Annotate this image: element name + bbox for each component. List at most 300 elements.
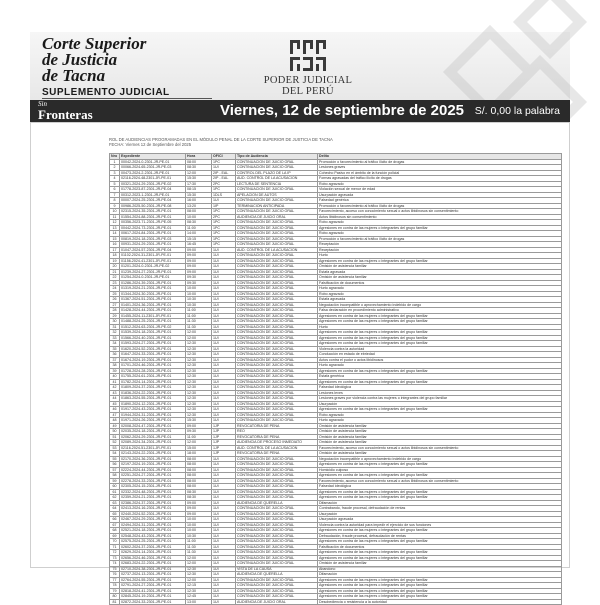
table-cell: 02521-2024-18-2301-JR-PE-01: [120, 528, 186, 534]
table-cell: 08:00: [186, 462, 212, 468]
table-cell: 02170-2024-36-2301-JR-PE-01: [120, 456, 186, 462]
table-cell: 1UI: [212, 264, 236, 270]
table-cell: 02116-2024-48-2301-JR-PE-01: [120, 176, 186, 182]
table-cell: Omisión de asistencia familiar: [318, 429, 562, 435]
table-cell: 01401-2024-36-2301-JR-PE-01: [120, 302, 186, 308]
table-cell: 41: [110, 379, 120, 385]
table-cell: 1UI: [212, 269, 236, 275]
table-cell: 11:30: [186, 550, 212, 556]
table-cell: AUDIENCIA DE QUERELLA: [236, 572, 318, 578]
table-cell: 12:30: [186, 401, 212, 407]
table-cell: CONTINUACION DE JUICIO ORAL: [236, 264, 318, 270]
table-cell: Omisión de asistencia familiar: [318, 434, 562, 440]
table-cell: 02143-2024-22-2301-JR-PE-01: [120, 451, 186, 457]
table-cell: 01971-2024-26-2301-JR-PE-01: [120, 418, 186, 424]
table-cell: 1UI: [212, 341, 236, 347]
table-cell: 1UI: [212, 247, 236, 253]
table-cell: Robo agravado: [318, 231, 562, 237]
table-cell: Agresiones en contra de las mujeres o integrantes del grupo familiar: [318, 258, 562, 264]
table-cell: 1UI: [212, 368, 236, 374]
table-cell: 02089-2024-34-2301-JR-PE-01: [120, 440, 186, 446]
table-cell: 2IP - EAL: [212, 176, 236, 182]
table-cell: 12:00: [186, 335, 212, 341]
table-cell: Receptación: [318, 242, 562, 248]
table-cell: 77: [110, 577, 120, 583]
table-cell: 39: [110, 368, 120, 374]
table-cell: 2PC: [212, 181, 236, 187]
table-cell: 18: [110, 253, 120, 259]
table-cell: CONTINUACION DE JUICIO ORAL: [236, 159, 318, 165]
table-cell: 01047-2024-57-2301-JR-PE-04: [120, 247, 186, 253]
table-cell: 1UI: [212, 478, 236, 484]
table-cell: CONTINUACION DE JUICIO ORAL: [236, 341, 318, 347]
publication-date: Viernes, 12 de septiembre de 2025: [220, 102, 465, 119]
table-cell: 1UI: [212, 583, 236, 589]
table-cell: 15:30: [186, 176, 212, 182]
date-bar: [30, 100, 570, 122]
table-cell: Agresiones en contra de las mujeres o integrantes del grupo familiar: [318, 539, 562, 545]
table-cell: 1UI: [212, 308, 236, 314]
price-label: S/. 0,00 la palabra: [474, 105, 560, 117]
table-cell: Conducción en estado de ebriedad: [318, 352, 562, 358]
table-cell: AUD. CONTROL DE LA ACUSACION: [236, 445, 318, 451]
table-cell: 00312-2023-1-2301-JR-PE-01: [120, 192, 186, 198]
table-cell: Falsificación de documentos: [318, 544, 562, 550]
table-cell: CONTINUACION DE JUICIO ORAL: [236, 561, 318, 567]
table-cell: 51: [110, 434, 120, 440]
table-cell: CONTINUACION DE JUICIO ORAL: [236, 473, 318, 479]
table-cell: 1UI: [212, 407, 236, 413]
table-cell: 35: [110, 346, 120, 352]
table-cell: 09:30: [186, 275, 212, 281]
table-cell: 71: [110, 544, 120, 550]
table-cell: 18:00: [186, 451, 212, 457]
table-cell: 11:30: [186, 544, 212, 550]
table-cell: 1UI: [212, 462, 236, 468]
table-cell: 1UI: [212, 324, 236, 330]
table-cell: 10:00: [186, 517, 212, 523]
table-cell: AUD. CONTROL DE LA ACUSACION: [236, 247, 318, 253]
table-cell: Hurto: [318, 324, 562, 330]
document-page: [30, 122, 570, 604]
table-cell: 1UI: [212, 506, 236, 512]
table-cell: 1UI: [212, 555, 236, 561]
table-cell: Omisión de asistencia familiar: [318, 440, 562, 446]
table-cell: 02764-2024-55-2301-JR-PE-01: [120, 577, 186, 583]
table-cell: 76: [110, 572, 120, 578]
col-header-expediente: Expediente: [120, 154, 186, 160]
table-cell: 08:00: [186, 478, 212, 484]
table-cell: 02413-2024-16-2301-JR-PE-01: [120, 506, 186, 512]
table-cell: CONTINUACION DE JUICIO ORAL: [236, 418, 318, 424]
table-cell: 1UI: [212, 401, 236, 407]
table-cell: 16: [110, 242, 120, 248]
table-cell: 75: [110, 566, 120, 572]
table-cell: 01367-2024-51-2301-JR-PE-01: [120, 297, 186, 303]
table-cell: 9: [110, 203, 120, 209]
table-cell: 13: [110, 225, 120, 231]
table-cell: Omisión de asistencia familiar: [318, 561, 562, 567]
table-cell: 33: [110, 335, 120, 341]
table-cell: 1PC: [212, 209, 236, 215]
table-cell: 46: [110, 407, 120, 413]
table-cell: 1PC: [212, 159, 236, 165]
table-cell: 12:00: [186, 440, 212, 446]
table-cell: 1UI: [212, 539, 236, 545]
table-cell: TERMINACION ANTICIPADA: [236, 203, 318, 209]
table-cell: 14:00: [186, 231, 212, 237]
table-cell: Lesiones leves: [318, 390, 562, 396]
table-cell: 02116-2024-51-2301-JR-PE-01: [120, 445, 186, 451]
table-cell: 01344-2024-30-2301-JR-PE-01: [120, 291, 186, 297]
table-cell: 11:00: [186, 313, 212, 319]
table-cell: 1UI: [212, 544, 236, 550]
table-cell: 02332-2024-48-2301-JR-PE-01: [120, 489, 186, 495]
table-cell: 02656-2024-46-2301-JR-PE-01: [120, 555, 186, 561]
table-cell: 2: [110, 165, 120, 171]
table-cell: Agresiones en contra de las mujeres o integrantes del grupo familiar: [318, 550, 562, 556]
table-cell: Negociación incompatible o aprovechamiento indebido de cargo: [318, 456, 562, 462]
table-cell: 1UI: [212, 280, 236, 286]
table-cell: Agresiones en contra de las mujeres o integrantes del grupo familiar: [318, 594, 562, 600]
table-cell: 1UI: [212, 489, 236, 495]
table-cell: 23: [110, 280, 120, 286]
table-cell: 1UI: [212, 418, 236, 424]
table-cell: 00473-2024-2-2301-JR-PE-01: [120, 170, 186, 176]
table-cell: 02062-2024-29-2301-JR-PE-01: [120, 434, 186, 440]
table-cell: 01701-2024-46-2301-JR-PE-01: [120, 363, 186, 369]
table-cell: Hurto agravado: [318, 363, 562, 369]
table-cell: Violencia contra la autoridad para impedir el ejercicio de sus funciones: [318, 522, 562, 528]
newspaper-header: [30, 32, 570, 100]
table-cell: 01102-2024-31-2301-JR-PE-01: [120, 253, 186, 259]
table-cell: 1UI: [212, 335, 236, 341]
table-cell: 17: [110, 247, 120, 253]
table-cell: 1UI: [212, 412, 236, 418]
table-cell: 1UI: [212, 198, 236, 204]
table-cell: CONTINUACION DE JUICIO ORAL: [236, 357, 318, 363]
table-cell: CONTINUACION DE JUICIO ORAL: [236, 346, 318, 352]
court-title-line1: Corte Superior: [42, 34, 147, 53]
table-cell: CONTINUACION DE JUICIO ORAL: [236, 363, 318, 369]
table-cell: 59: [110, 478, 120, 484]
table-cell: Negociación incompatible o aprovechamiento indebido de cargo: [318, 302, 562, 308]
table-cell: 11:00: [186, 308, 212, 314]
table-cell: CONTINUACION DE JUICIO ORAL: [236, 209, 318, 215]
col-header-tipo: Tipo de Audiencia: [236, 154, 318, 160]
table-cell: 01890-2024-12-2301-JR-PE-01: [120, 401, 186, 407]
table-cell: Promoción o favorecimiento al tráfico ilícito de drogas: [318, 236, 562, 242]
table-cell: 12:30: [186, 588, 212, 594]
table-cell: 02035-2024-18-2301-JR-PE-01: [120, 429, 186, 435]
table-cell: 1JP: [212, 440, 236, 446]
table-cell: CONTINUACION DE JUICIO ORAL: [236, 401, 318, 407]
court-title-line3: de Tacna: [42, 66, 106, 85]
table-cell: AUDIENCIA DE JUICIO ORAL: [236, 599, 318, 605]
table-cell: CONTINUACION DE JUICIO ORAL: [236, 352, 318, 358]
table-cell: CONTINUACION DE JUICIO ORAL: [236, 269, 318, 275]
table-cell: 00007-2024-25-2301-JR-PE-04: [120, 198, 186, 204]
table-cell: 00042-2024-0-2301-JR-PE-01: [120, 159, 186, 165]
table-cell: 1UI: [212, 473, 236, 479]
table-cell: 36: [110, 352, 120, 358]
table-cell: 12: [110, 220, 120, 226]
table-cell: 02315-2024-35-2301-JR-PE-01: [120, 209, 186, 215]
table-cell: CONTROL DEL PLAZO DE LA IP: [236, 170, 318, 176]
table-cell: 10:30: [186, 297, 212, 303]
table-cell: Favorecimiento, acceso con conocimiento sexual o actos libidinosos sin consentimiento: [318, 445, 562, 451]
table-cell: CONTINUACION DE JUICIO ORAL: [236, 220, 318, 226]
table-cell: 1UI: [212, 286, 236, 292]
table-cell: 12:00: [186, 330, 212, 336]
table-cell: 12:30: [186, 374, 212, 380]
table-cell: CONTINUACION DE JUICIO ORAL: [236, 368, 318, 374]
table-cell: Promoción o favorecimiento al tráfico ilícito de drogas: [318, 159, 562, 165]
brand-name: Fronteras: [38, 107, 93, 122]
table-cell: 02710-2024-38-2301-JR-PE-01: [120, 566, 186, 572]
document-heading-date: FECHA: Viernes 12 de Septiembre del 2025: [109, 142, 192, 147]
table-cell: 01512-2024-63-2301-JR-PE-02: [120, 324, 186, 330]
table-cell: 13:00: [186, 599, 212, 605]
table-cell: 1UI: [212, 533, 236, 539]
table-cell: 12:30: [186, 346, 212, 352]
table-cell: 54: [110, 451, 120, 457]
table-cell: 1UI: [212, 297, 236, 303]
table-cell: CONTINUACION DE JUICIO ORAL: [236, 275, 318, 281]
table-cell: 09:30: [186, 429, 212, 435]
table-cell: 15:30: [186, 418, 212, 424]
table-cell: 01647-2024-33-2301-JR-PE-01: [120, 352, 186, 358]
table-cell: 1UI: [212, 379, 236, 385]
table-cell: 15:30: [186, 192, 212, 198]
table-cell: 25: [110, 291, 120, 297]
table-cell: CONTINUACION DE JUICIO ORAL: [236, 539, 318, 545]
table-cell: CONTINUACION DE JUICIO ORAL: [236, 522, 318, 528]
table-cell: Usurpación agravada: [318, 192, 562, 198]
table-cell: 1UI: [212, 253, 236, 259]
table-cell: 08:30: [186, 495, 212, 501]
logo-text-line2: DEL PERÚ: [282, 86, 334, 97]
table-cell: 11: [110, 214, 120, 220]
table-cell: 02548-2024-43-2301-JR-PE-01: [120, 533, 186, 539]
table-cell: CONTINUACION DE JUICIO ORAL: [236, 511, 318, 517]
table-cell: 28: [110, 308, 120, 314]
table-cell: Defraudación, fraude procesal, defraudación de rentas: [318, 533, 562, 539]
table-cell: CONTINUACION DE JUICIO ORAL: [236, 489, 318, 495]
table-cell: 08:30: [186, 220, 212, 226]
court-title-line2: de Justicia: [42, 50, 118, 69]
table-cell: 01539-2024-18-2301-JR-PE-01: [120, 330, 186, 336]
table-cell: AUDIENCIA DE JUICIO ORAL: [236, 214, 318, 220]
table-cell: 02602-2024-37-2301-JR-PE-01: [120, 544, 186, 550]
table-cell: 70: [110, 539, 120, 545]
table-cell: CONTINUACION DE JUICIO ORAL: [236, 291, 318, 297]
table-cell: Omisión de asistencia familiar: [318, 423, 562, 429]
table-cell: 00442-2024-73-2301-JR-PE-01: [120, 225, 186, 231]
table-cell: 02845-2024-19-2301-JR-PE-01: [120, 594, 186, 600]
col-header-nro: Nro: [110, 154, 120, 160]
table-cell: 1UI: [212, 319, 236, 325]
table-cell: 1PC: [212, 225, 236, 231]
table-cell: 02737-2024-13-2301-JR-PE-01: [120, 572, 186, 578]
table-cell: 15:15: [186, 236, 212, 242]
table-cell: Actos libidinosos sin consentimiento: [318, 214, 562, 220]
table-cell: 1UI: [212, 390, 236, 396]
table-cell: CONTINUACION DE JUICIO ORAL: [236, 165, 318, 171]
table-cell: APELACION DE AUTOS: [236, 192, 318, 198]
table-cell: 02818-2024-41-2301-JR-PE-01: [120, 588, 186, 594]
table-cell: Agresiones en contra de las mujeres o integrantes del grupo familiar: [318, 379, 562, 385]
table-cell: REO: [236, 429, 318, 435]
table-cell: 02494-2024-31-2301-JR-PE-01: [120, 522, 186, 528]
table-cell: 74: [110, 561, 120, 567]
table-cell: 12:30: [186, 357, 212, 363]
table-cell: CONTINUACION DE JUICIO ORAL: [236, 242, 318, 248]
table-cell: 02224-2024-44-2301-JR-PE-01: [120, 467, 186, 473]
table-cell: 1PC: [212, 220, 236, 226]
table-cell: 01488-2024-25-2301-JR-PE-01: [120, 319, 186, 325]
table-cell: 65: [110, 511, 120, 517]
table-cell: 08:00: [186, 209, 212, 215]
table-cell: Robo agravado: [318, 291, 562, 297]
table-cell: 08:15: [186, 187, 212, 193]
table-cell: 12:30: [186, 396, 212, 402]
table-cell: CONTINUACION DE JUICIO ORAL: [236, 253, 318, 259]
table-cell: 1UI: [212, 467, 236, 473]
table-cell: 34: [110, 341, 120, 347]
table-cell: CONTINUACION DE JUICIO ORAL: [236, 324, 318, 330]
table-cell: CONTINUACION DE JUICIO ORAL: [236, 506, 318, 512]
table-cell: CONTINUACION DE JUICIO ORAL: [236, 286, 318, 292]
table-cell: 24: [110, 286, 120, 292]
table-cell: 08:00: [186, 473, 212, 479]
table-cell: 02872-2024-33-2301-JR-PE-01: [120, 599, 186, 605]
table-cell: CONTINUACION DE JUICIO ORAL: [236, 319, 318, 325]
table-cell: CONTINUACION DE JUICIO ORAL: [236, 313, 318, 319]
table-cell: 11:30: [186, 319, 212, 325]
table-cell: REVOCATORIA DE PENA: [236, 451, 318, 457]
table-cell: Agresiones en contra de las mujeres o integrantes del grupo familiar: [318, 319, 562, 325]
table-cell: Usurpación agravada: [318, 517, 562, 523]
table-cell: CONTINUACION DE JUICIO ORAL: [236, 462, 318, 468]
table-cell: CONTINUACION DE JUICIO ORAL: [236, 495, 318, 501]
table-cell: CONTINUACION DE JUICIO ORAL: [236, 517, 318, 523]
table-cell: 01836-2024-22-2301-JR-PE-01: [120, 390, 186, 396]
table-cell: Omisión de asistencia familiar: [318, 275, 562, 281]
table-cell: 11:00: [186, 434, 212, 440]
brand-logo: [38, 101, 93, 121]
table-cell: 12:30: [186, 572, 212, 578]
table-cell: 40: [110, 374, 120, 380]
table-cell: Agresiones en contra de las mujeres o integrantes del grupo familiar: [318, 489, 562, 495]
table-cell: 57: [110, 467, 120, 473]
table-cell: Promoción o favorecimiento al tráfico ilícito de drogas: [318, 203, 562, 209]
table-cell: 01254-2024-0-2301-JR-PE-01: [120, 275, 186, 281]
table-cell: 01674-2024-19-2301-JR-PE-01: [120, 357, 186, 363]
table-cell: Agresiones en contra de las mujeres o integrantes del grupo familiar: [318, 341, 562, 347]
table-cell: 09:00: [186, 506, 212, 512]
table-cell: CONTINUACION DE JUICIO ORAL: [236, 550, 318, 556]
table-cell: 1UI: [212, 275, 236, 281]
table-cell: CONTINUACION DE JUICIO ORAL: [236, 302, 318, 308]
table-cell: 56: [110, 462, 120, 468]
table-cell: 00931-2024-29-2301-JR-PE-01: [120, 242, 186, 248]
table-cell: 02278-2024-33-2301-JR-PE-01: [120, 478, 186, 484]
table-cell: 12:30: [186, 352, 212, 358]
table-cell: Estafa genérica: [318, 374, 562, 380]
table-cell: 79: [110, 588, 120, 594]
table-cell: 12:30: [186, 363, 212, 369]
table-cell: 43: [110, 390, 120, 396]
table-cell: 02386-2024-37-2301-JR-PE-01: [120, 500, 186, 506]
table-cell: CONTINUACION DE JUICIO ORAL: [236, 187, 318, 193]
table-cell: 00066-2024-65-2301-JR-PE-03: [120, 165, 186, 171]
table-cell: 68: [110, 528, 120, 534]
table-cell: 01782-2024-14-2301-JR-PE-01: [120, 379, 186, 385]
table-cell: 52: [110, 440, 120, 446]
table-cell: 01778-2023-87-2301-JR-PE-04: [120, 187, 186, 193]
table-cell: Falsedad genérica: [318, 198, 562, 204]
table-cell: 38: [110, 363, 120, 369]
table-cell: 58: [110, 473, 120, 479]
table-cell: 32: [110, 330, 120, 336]
table-cell: 78: [110, 583, 120, 589]
table-cell: AUD. CONTROL DE LA ACUSACION: [236, 176, 318, 182]
table-cell: 00819-2024-18-2301-JR-PE-03: [120, 236, 186, 242]
table-cell: 01554-2024-88-2301-JR-PE-01: [120, 214, 186, 220]
table-cell: 20: [110, 264, 120, 270]
table-cell: CONTINUACION DE JUICIO ORAL: [236, 484, 318, 490]
table-cell: CONTINUACION DE JUICIO ORAL: [236, 297, 318, 303]
table-cell: 73: [110, 555, 120, 561]
table-cell: 1UI: [212, 258, 236, 264]
table-cell: CONTINUACION DE JUICIO ORAL: [236, 456, 318, 462]
table-cell: Agresiones en contra de las mujeres o integrantes del grupo familiar: [318, 313, 562, 319]
table-cell: 1UI: [212, 550, 236, 556]
table-cell: 02791-2024-27-2301-JR-PE-01: [120, 583, 186, 589]
table-cell: CONTINUACION DE JUICIO ORAL: [236, 412, 318, 418]
table-cell: 1UI: [212, 522, 236, 528]
table-cell: 1UI: [212, 165, 236, 171]
table-cell: 13:20: [186, 203, 212, 209]
document-heading: [109, 137, 549, 147]
table-cell: 1JP: [212, 423, 236, 429]
brand-small-text: Sin: [38, 100, 47, 108]
table-cell: 42: [110, 385, 120, 391]
supplement-label: SUPLEMENTO JUDICIAL: [42, 87, 170, 98]
table-cell: 49: [110, 423, 120, 429]
table-cell: 12:30: [186, 379, 212, 385]
table-cell: CONTINUACION DE JUICIO ORAL: [236, 225, 318, 231]
table-cell: 2IP - EAL: [212, 170, 236, 176]
table-cell: Lesiones graves: [318, 165, 562, 171]
table-cell: 1UI: [212, 374, 236, 380]
table-cell: 66: [110, 517, 120, 523]
table-cell: 02251-2024-27-2301-JR-PE-01: [120, 473, 186, 479]
table-cell: 10:00: [186, 286, 212, 292]
table-cell: 45: [110, 401, 120, 407]
table-cell: 5: [110, 181, 120, 187]
table-cell: 08:00: [186, 456, 212, 462]
table-cell: Violencia contra la autoridad: [318, 346, 562, 352]
table-cell: 1JP: [212, 434, 236, 440]
table-cell: CONTINUACION DE JUICIO ORAL: [236, 588, 318, 594]
table-cell: CONTINUACION DE JUICIO ORAL: [236, 528, 318, 534]
table-cell: CONTINUACION DE JUICIO ORAL: [236, 544, 318, 550]
table-cell: 01201-2024-0-2301-JR-PE-02: [120, 264, 186, 270]
table-cell: 02683-2024-22-2301-JR-PE-01: [120, 561, 186, 567]
table-cell: 12:30: [186, 412, 212, 418]
